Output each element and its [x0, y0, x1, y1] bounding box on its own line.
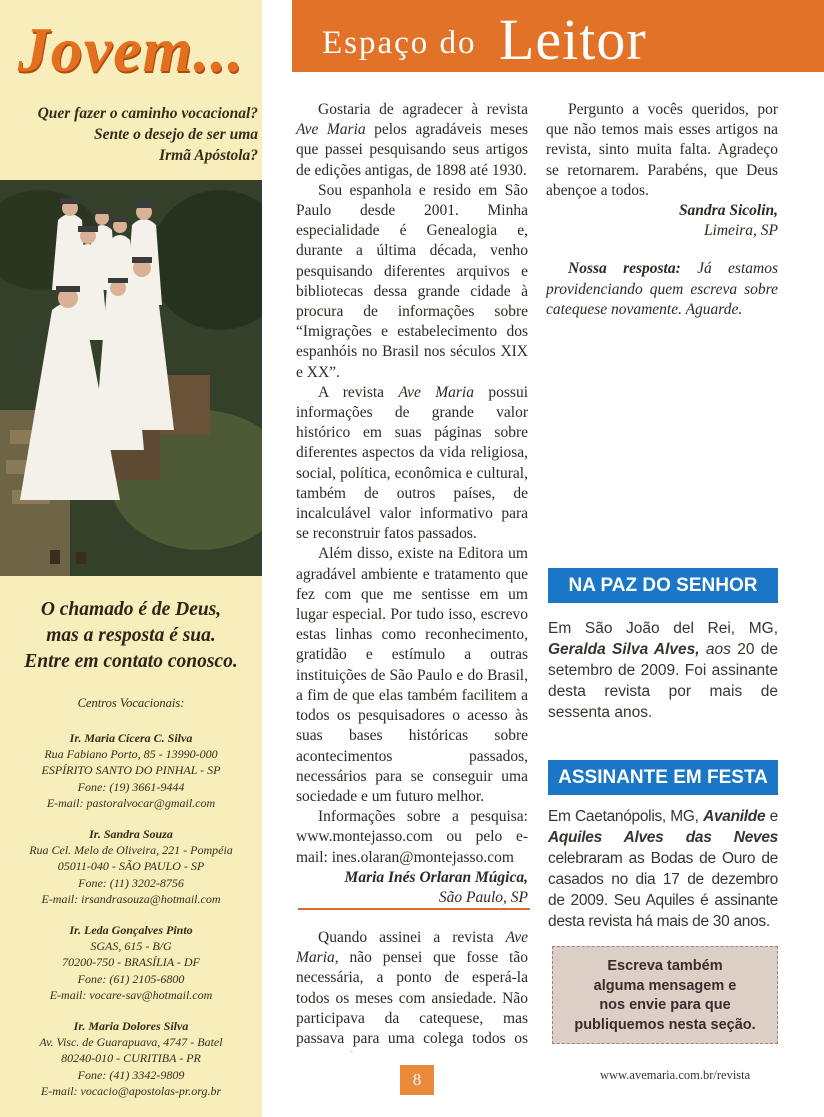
letter-paragraph: Sou espanhola e resido em São Paulo desde 2001. Minha especialidade é Genealogia e, durante a última década, venho pesquisando diferentes arquivos e bibliotecas dessa grande cidade à procura de informações sobre “Imigrações e estabelecimento dos espanhóis no Brasil nos séculos XIX e XX”. [296, 181, 528, 381]
vocational-sidebar [0, 0, 262, 1117]
paz-banner: NA PAZ DO SENHOR [548, 568, 778, 603]
header-big-text: Leitor [499, 7, 647, 72]
centers-title: Centros Vocacionais: [77, 696, 185, 710]
editor-reply: Nossa resposta: Já estamos providenciando quem escreva sobre catequese novamente. Aguarde. [546, 260, 779, 318]
letter-signature-place: São Paulo, SP [438, 888, 528, 906]
center-contact [0, 922, 262, 1003]
center-contact [0, 730, 262, 811]
center-city: 70200-750 - BRASÍLIA - DF [62, 955, 200, 970]
letter-paragraph: Além disso, existe na Editora um agradável ambiente e tratamento que fez com que me sentisse em um lugar especial. Por tudo isso, escrevo estas linhas como reconhecimento, gratidão e estímulo a outras instituições de São Paulo e do Brasil, a fim de que elas também facilitem a todos os pesquisadores o acesso às suas bases históricas sobre acontecimentos passados, necessários para se conseguir uma sociedade e um futuro melhor. [296, 545, 528, 805]
center-phone: Fone: (19) 3661-9444 [77, 779, 185, 794]
letter-paragraph: Pergunto a vocês queridos, por que não temos mais esses artigos na revista, sinto muita falta. Agradeço se retornarem. Parabéns, que Deus abençoe a todos. [546, 101, 778, 199]
sisters-photo-illustration [0, 180, 262, 576]
center-phone: Fone: (61) 2105-6800 [77, 971, 185, 986]
festa-text: Em Caetanópolis, MG, Avanilde e Aquiles Alves das Neves celebraram as Bodas de Ouro de casados no dia 17 de dezembro de 2009. Seu Aquiles é assinante desta revista há mais de 30 anos. [548, 808, 779, 930]
divider [298, 908, 530, 910]
center-city: ESPÍRITO SANTO DO PINHAL - SP [41, 763, 221, 778]
center-phone: Fone: (11) 3202-8756 [78, 875, 184, 890]
write-us-callout: Escreva também alguma mensagem e nos envie para que publiquemos nesta seção. [552, 946, 778, 1044]
center-email[interactable]: E-mail: vocacio@apostolas-pr.org.br [40, 1083, 222, 1098]
letter-sandra-part1 [296, 928, 528, 1052]
sisters-group-photo [0, 180, 262, 576]
center-name: Ir. Maria Cícera C. Silva [69, 731, 193, 745]
festa-banner: ASSINANTE EM FESTA [548, 760, 778, 795]
letter-maria-ines [296, 100, 528, 908]
center-contact [0, 1018, 262, 1099]
sidebar-title: Jovem... [17, 14, 245, 85]
center-email[interactable]: E-mail: pastoralvocar@gmail.com [46, 795, 216, 810]
center-address: SGAS, 615 - B/G [90, 939, 172, 954]
letter-paragraph: Gostaria de agradecer à revista Ave Maria pelos agradáveis meses que passei pesquisando seus artigos de edições antigas, de 1898 até 1930. [296, 101, 528, 179]
letter-signature-place: Limeira, SP [703, 222, 778, 240]
center-email[interactable]: E-mail: irsandrasouza@hotmail.com [41, 891, 221, 906]
sidebar-motto: O chamado é de Deus, mas a resposta é sua. Entre em contato conosco. [24, 599, 238, 672]
center-email[interactable]: E-mail: vocare-sav@hotmail.com [49, 987, 213, 1002]
sidebar-tagline: Quer fazer o caminho vocacional? Sente o desejo de ser uma Irmã Apóstola? [37, 105, 258, 164]
center-name: Ir. Maria Dolores Silva [73, 1019, 189, 1033]
section-header [292, 0, 824, 72]
footer-url[interactable]: www.avemaria.com.br/revista [600, 1068, 751, 1082]
center-address: Rua Fabiano Porto, 85 - 13990-000 [44, 747, 218, 762]
center-name: Ir. Sandra Souza [89, 827, 173, 841]
paz-text: Em São João del Rei, MG, Geralda Silva Alves, aos 20 de setembro de 2009. Foi assinante desta revista por mais de sessenta anos. [548, 620, 778, 721]
header-small-text: Espaço do [322, 25, 477, 61]
page-number: 8 [400, 1065, 434, 1095]
center-address: Av. Visc. de Guarapuava, 4747 - Batel [39, 1035, 223, 1050]
center-phone: Fone: (41) 3342-9809 [77, 1067, 185, 1082]
letter-paragraph: Quando assinei a revista Ave Maria, não pensei que fosse tão necessária, a ponto de esperá-la todos os meses com ansiedade. Não participava da catequese, mas passava para uma colega todos os [296, 929, 528, 1048]
center-name: Ir. Leda Gonçalves Pinto [69, 923, 193, 937]
center-city: 05011-040 - SÃO PAULO - SP [57, 859, 205, 874]
center-contact [0, 826, 262, 907]
letter-contact-info: Informações sobre a pesquisa: www.montejasso.com ou pelo e-mail: ines.olaran@montejasso.com [296, 808, 528, 866]
letter-signature-name: Sandra Sicolin, [678, 202, 778, 220]
letter-sandra-part2 [546, 100, 778, 320]
letter-signature-name: Maria Inés Orlaran Múgica, [344, 868, 528, 886]
letter-paragraph: A revista Ave Maria possui informações de grande valor histórico em suas páginas sobre diferentes aspectos da vida religiosa, social, política, econômica e cultural, também de outros países, de incalculável valor informativo para se reconstruir fatos passados. [296, 383, 529, 543]
center-city: 80240-010 - CURITIBA - PR [61, 1051, 201, 1066]
center-address: Rua Cel. Melo de Oliveira, 221 - Pompéia [29, 843, 233, 858]
